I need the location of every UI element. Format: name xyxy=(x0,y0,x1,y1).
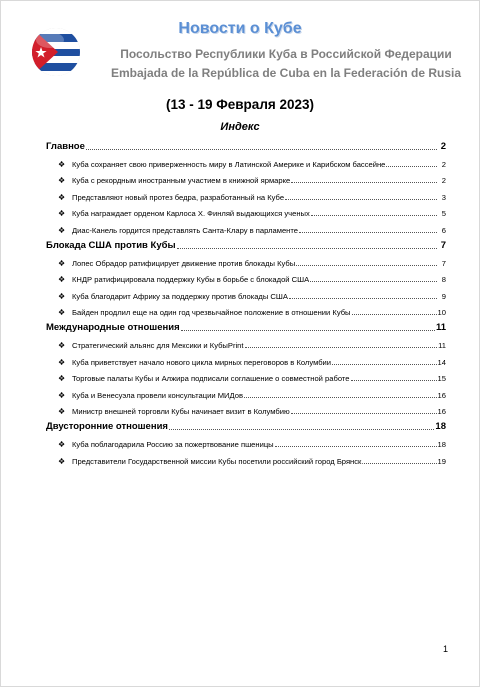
table-of-contents xyxy=(46,136,446,466)
toc-leader-dots xyxy=(275,445,437,447)
toc-item-page: 16 xyxy=(437,390,446,400)
toc-item-entry[interactable] xyxy=(46,202,446,219)
diamond-bullet-icon: ❖ xyxy=(58,308,66,318)
toc-item-page: 15 xyxy=(437,374,446,384)
toc-item-entry[interactable] xyxy=(46,268,446,285)
toc-section-title: Двусторонние отношения xyxy=(46,421,168,433)
diamond-bullet-icon: ❖ xyxy=(58,439,66,449)
toc-leader-dots xyxy=(310,280,437,282)
toc-leader-dots xyxy=(352,313,437,315)
toc-item-title: Стратегический альянс для Мексики и КубыPrint xyxy=(72,340,244,350)
diamond-bullet-icon: ❖ xyxy=(58,176,66,186)
toc-leader-dots xyxy=(289,297,437,299)
toc-section-page: 7 xyxy=(440,239,446,251)
toc-item-title: Министр внешней торговли Кубы начинает визит в Колумбию xyxy=(72,407,290,417)
toc-item-page: 3 xyxy=(441,192,446,202)
toc-item-page: 9 xyxy=(441,291,446,301)
diamond-bullet-icon: ❖ xyxy=(58,390,66,400)
toc-item-page: 11 xyxy=(438,340,446,350)
toc-item-entry[interactable] xyxy=(46,400,446,417)
toc-section-title: Международные отношения xyxy=(46,322,180,334)
diamond-bullet-icon: ❖ xyxy=(58,456,66,466)
diamond-bullet-icon: ❖ xyxy=(58,275,66,285)
toc-item-page: 16 xyxy=(437,407,446,417)
toc-leader-dots xyxy=(86,148,437,150)
toc-item-entry[interactable] xyxy=(46,218,446,235)
toc-item-entry[interactable] xyxy=(46,432,446,449)
toc-item-title: Представляют новый протез бедра, разработанный на Кубе xyxy=(72,192,285,202)
embassy-name-ru: Посольство Республики Куба в Российской Федерации xyxy=(120,47,452,61)
toc-item-entry[interactable] xyxy=(46,284,446,301)
toc-item-entry[interactable] xyxy=(46,350,446,367)
toc-item-title: Куба поблагодарила Россию за пожертвование пшеницы xyxy=(72,439,274,449)
toc-item-title: Байден продлил еще на один год чрезвычайное положение в отношении Кубы xyxy=(72,308,351,318)
toc-leader-dots xyxy=(181,329,435,331)
toc-item-page: 2 xyxy=(441,159,446,169)
toc-item-entry[interactable] xyxy=(46,333,446,350)
toc-item-title: Куба благодарит Африку за поддержку против блокады США xyxy=(72,291,288,301)
toc-leader-dots xyxy=(291,412,437,414)
toc-item-title: Лопес Обрадор ратифицирует движение против блокады Кубы xyxy=(72,258,296,268)
toc-item-page: 18 xyxy=(437,439,446,449)
toc-section-page: 2 xyxy=(440,141,446,152)
date-range: (13 - 19 Февраля 2023) xyxy=(165,97,315,112)
toc-item-entry[interactable] xyxy=(46,301,446,318)
toc-item-page: 19 xyxy=(437,456,446,466)
toc-leader-dots xyxy=(177,247,437,249)
toc-item-entry[interactable] xyxy=(46,152,446,169)
diamond-bullet-icon: ❖ xyxy=(58,159,66,169)
toc-leader-dots xyxy=(386,165,437,167)
toc-item-title: Куба и Венесуэла провели консультации МИДов xyxy=(72,390,243,400)
toc-leader-dots xyxy=(351,379,437,381)
diamond-bullet-icon: ❖ xyxy=(58,357,66,367)
toc-section-title: Блокада США против Кубы xyxy=(46,239,176,251)
toc-leader-dots xyxy=(244,396,437,398)
toc-item-title: Куба приветствует начало нового цикла мирных переговоров в Колумбии xyxy=(72,357,332,367)
toc-section-page: 11 xyxy=(435,322,446,334)
toc-leader-dots xyxy=(285,198,437,200)
toc-item-page: 2 xyxy=(441,176,446,186)
toc-leader-dots xyxy=(169,428,434,430)
diamond-bullet-icon: ❖ xyxy=(58,209,66,219)
toc-leader-dots xyxy=(364,462,436,464)
diamond-bullet-icon: ❖ xyxy=(58,407,66,417)
toc-leader-dots xyxy=(299,231,437,233)
toc-section-entry[interactable] xyxy=(46,136,446,152)
toc-item-page: 8 xyxy=(441,275,446,285)
toc-item-page: 6 xyxy=(441,225,446,235)
toc-leader-dots xyxy=(245,346,437,348)
index-heading: Индекс xyxy=(220,121,260,133)
document-header xyxy=(0,0,480,90)
diamond-bullet-icon: ❖ xyxy=(58,192,66,202)
diamond-bullet-icon: ❖ xyxy=(58,225,66,235)
toc-item-entry[interactable] xyxy=(46,251,446,268)
toc-item-title: Куба награждает орденом Карлоса Х. Финляй выдающихся ученых xyxy=(72,209,310,219)
diamond-bullet-icon: ❖ xyxy=(58,291,66,301)
diamond-bullet-icon: ❖ xyxy=(58,340,66,350)
embassy-name-es: Embajada de la República de Cuba en la Federación de Rusia xyxy=(110,66,462,80)
toc-item-entry[interactable] xyxy=(46,383,446,400)
toc-leader-dots xyxy=(311,214,437,216)
toc-item-page: 7 xyxy=(441,258,446,268)
toc-item-entry[interactable] xyxy=(46,449,446,466)
toc-item-page: 5 xyxy=(441,209,446,219)
toc-section-page: 18 xyxy=(435,421,446,433)
toc-leader-dots xyxy=(296,264,437,266)
toc-item-entry[interactable] xyxy=(46,367,446,384)
toc-section-entry[interactable] xyxy=(46,235,446,251)
diamond-bullet-icon: ❖ xyxy=(58,374,66,384)
toc-item-page: 14 xyxy=(437,357,446,367)
diamond-bullet-icon: ❖ xyxy=(58,258,66,268)
toc-leader-dots xyxy=(291,181,437,183)
toc-item-title: Куба сохраняет свою приверженность миру в Латинской Америке и Карибском бассейне xyxy=(72,159,386,169)
toc-item-entry[interactable] xyxy=(46,169,446,186)
toc-item-title: КНДР ратифицировала поддержку Кубы в борьбе с блокадой США xyxy=(72,275,310,285)
toc-section-title: Главное xyxy=(46,141,85,152)
toc-item-page: 10 xyxy=(437,308,446,318)
page-number: 1 xyxy=(442,644,448,654)
toc-section-entry[interactable] xyxy=(46,416,446,432)
toc-item-title: Торговые палаты Кубы и Алжира подписали соглашение о совместной работе xyxy=(72,374,350,384)
toc-item-title: Диас-Канель гордится представлять Санта-Клару в парламенте xyxy=(72,225,298,235)
toc-leader-dots xyxy=(332,363,437,365)
toc-item-title: Куба с рекордным иностранным участием в книжной ярмарке xyxy=(72,176,291,186)
newsletter-title: Новости о Кубе xyxy=(178,20,302,37)
toc-item-title: Представители Государственной миссии Кубы посетили российский город Брянск. xyxy=(72,456,364,466)
toc-item-entry[interactable] xyxy=(46,185,446,202)
toc-section-entry[interactable] xyxy=(46,317,446,333)
